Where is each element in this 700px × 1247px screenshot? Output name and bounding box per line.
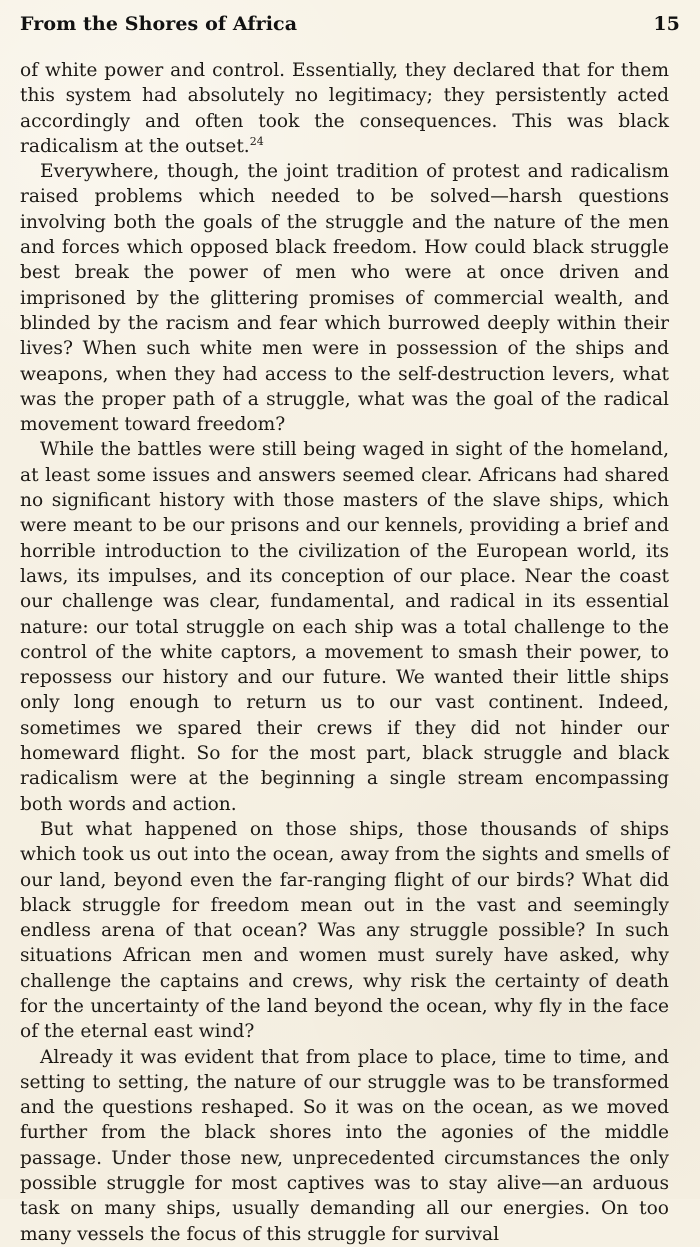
paragraph-2-text: Everywhere, though, the joint tradition of protest and radicalism raised problems which needed to be solved—harsh questions involving both the goals of the struggle and the nature of the men and forces which opposed black freedom. How could black struggle best break the power of men who were at once driven and imprisoned by the glittering promises of commercial wealth, and blinded by the racism and fear which burrowed deeply within their lives? When such white men were in possession of the ships and weapons, when they had access to the self-destruction levers, what was the proper path of a struggle, what was the goal of the radical movement toward freedom? [20, 161, 669, 436]
footnote-marker: 24 [249, 134, 264, 148]
paragraph-5-text: Already it was evident that from place to place, time to time, and setting to setting, the nature of our struggle was to be transformed and the questions reshaped. So it was on the ocean, as we moved further from the black shores into the agonies of the middle passage. Under those new, unprecedented circumstances the only possible struggle for most captives was to stay alive—an arduous task on many ships, usually demanding all our energies. On too many vessels the focus of this struggle for survival [20, 1046, 669, 1245]
paragraph-3-text: While the battles were still being waged in sight of the homeland, at least some issues and answers seemed clear. Africans had shared no significant history with those masters of the slave ships, which were meant to be our prisons and our kennels, providing a brief and horrible introduction to the civilization of the European world, its laws, its impulses, and its conception of our place. Near the coast our challenge was clear, fundamental, and radical in its essential nature: our total struggle on each ship was a total challenge to the control of the white captors, a movement to smash their power, to repossess our history and our future. We wanted their little ships only long enough to return us to our vast continent. Indeed, sometimes we spared their crews if they did not hinder our homeward flight. So for the most part, black struggle and black radicalism were at the beginning a single stream encompassing both words and action. [20, 439, 669, 815]
page-number: 15 [653, 13, 680, 35]
paragraph-4-text: But what happened on those ships, those thousands of ships which took us out into the ocean, away from the sights and smells of our land, beyond even the far-ranging flight of our birds? What did black struggle for freedom mean out in the vast and seemingly endless arena of that ocean? Was any struggle possible? In such situations African men and women must surely have asked, why challenge the captains and crews, why risk the certainty of death for the uncertainty of the land beyond the ocean, why fly in the face of the eternal east wind? [20, 818, 669, 1043]
paragraph-2 [20, 159, 669, 437]
paragraph-4 [20, 817, 669, 1045]
body-text [20, 58, 669, 1247]
running-head [20, 9, 680, 39]
paragraph-5 [20, 1045, 669, 1247]
chapter-title: From the Shores of Africa [20, 13, 298, 35]
paragraph-3 [20, 437, 669, 816]
paragraph-1 [20, 58, 669, 159]
paragraph-1-text: of white power and control. Essentially, they declared that for them this system had absolutely no legitimacy; they persistently acted accordingly and often took the consequences. This was black radicalism at the outset. [20, 60, 669, 157]
